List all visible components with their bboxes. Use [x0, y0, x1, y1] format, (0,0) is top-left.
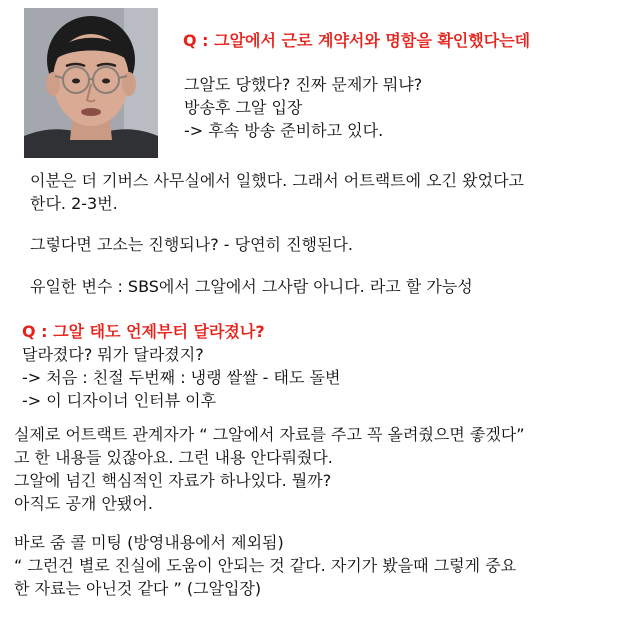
- body-1-line-1: 이분은 더 기버스 사무실에서 일했다. 그래서 어트랙트에 오긴 왔었다고: [30, 171, 524, 190]
- body-2-line-1: 실제로 어트랙트 관계자가 “ 그알에서 자료를 주고 꼭 올려줬으면 좋겠다”: [14, 425, 525, 444]
- question-2-title: Q : 그알 태도 언제부터 달라졌나?: [22, 322, 265, 341]
- body-2-line-2: 고 한 내용들 있잖아요. 그런 내용 안다뤄줬다.: [14, 448, 333, 467]
- speaker-portrait-image: [24, 8, 158, 158]
- question-1-line-2: 방송후 그알 입장: [184, 98, 303, 117]
- body-2-line-6: “ 그런건 별로 진실에 도움이 안되는 것 같다. 자기가 봤을때 그렇게 중요: [14, 556, 517, 575]
- question-2-line-2: -> 처음 : 친절 두번째 : 냉랭 쌀쌀 - 태도 돌변: [22, 368, 341, 387]
- question-1-line-3: -> 후속 방송 준비하고 있다.: [184, 121, 384, 140]
- question-1-line-1: 그알도 당했다? 진짜 문제가 뭐냐?: [184, 75, 423, 94]
- body-2-line-4: 아직도 공개 안됐어.: [14, 494, 153, 513]
- question-2-line-1: 달라졌다? 뭐가 달라졌지?: [22, 345, 204, 364]
- speaker-photo: [24, 8, 158, 158]
- body-2-line-3: 그알에 넘긴 핵심적인 자료가 하나있다. 뭘까?: [14, 471, 332, 490]
- body-1-line-4: 유일한 변수 : SBS에서 그알에서 그사람 아니다. 라고 할 가능성: [30, 277, 473, 296]
- body-1-line-2: 한다. 2-3번.: [30, 194, 118, 213]
- body-2-line-7: 한 자료는 아닌것 같다 ” (그알입장): [14, 579, 262, 598]
- body-1-line-3: 그렇다면 고소는 진행되나? - 당연히 진행된다.: [30, 235, 353, 254]
- question-2-line-3: -> 이 디자이너 인터뷰 이후: [22, 391, 217, 410]
- body-2-line-5: 바로 줌 콜 미팅 (방영내용에서 제외됨): [14, 533, 284, 552]
- question-1-title: Q : 그알에서 근로 계약서와 명함을 확인했다는데: [183, 31, 531, 50]
